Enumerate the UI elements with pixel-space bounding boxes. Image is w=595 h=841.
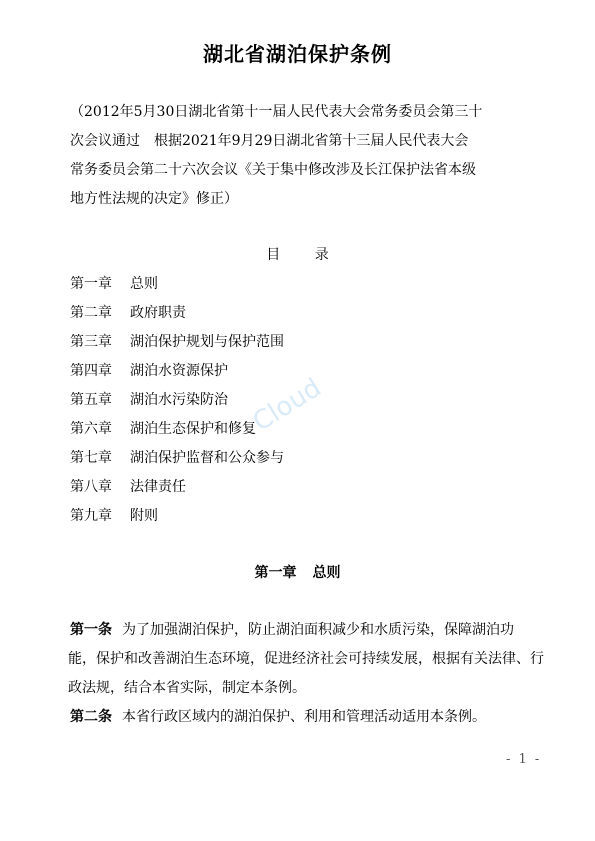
- adoption-note: [70, 98, 532, 214]
- chapter-title: 总则: [312, 565, 341, 581]
- toc-chapter-title: 湖泊保护规划与保护范围: [130, 334, 284, 350]
- article-label: 第一条: [70, 622, 112, 638]
- note-line: 常务委员会第二十六次会议《关于集中修改涉及长江保护法省本级: [70, 162, 476, 178]
- toc-item: [70, 270, 284, 299]
- toc-chapter-title: 湖泊生态保护和修复: [130, 421, 256, 437]
- table-of-contents: [70, 270, 284, 531]
- article-label: 第二条: [70, 709, 112, 725]
- toc-chapter-title: 湖泊保护监督和公众参与: [130, 450, 284, 466]
- toc-heading: 目 录: [266, 247, 329, 263]
- page-number: - 1 -: [506, 752, 542, 767]
- article-line: [70, 703, 540, 732]
- toc-chapter-number: 第八章: [70, 479, 112, 495]
- note-line: 次会议通过 根据2021年9月29日湖北省第十三届人民代表大会: [70, 133, 469, 149]
- toc-chapter-number: 第四章: [70, 363, 112, 379]
- toc-chapter-number: 第六章: [70, 421, 112, 437]
- toc-chapter-title: 附则: [130, 508, 158, 524]
- toc-chapter-number: 第九章: [70, 508, 112, 524]
- toc-chapter-title: 湖泊水污染防治: [130, 392, 228, 408]
- article-line: 政法规，结合本省实际，制定本条例。: [68, 680, 306, 696]
- toc-chapter-number: 第二章: [70, 305, 112, 321]
- toc-chapter-number: 第三章: [70, 334, 112, 350]
- toc-chapter-title: 总则: [130, 276, 158, 292]
- toc-item: [70, 473, 284, 502]
- toc-chapter-number: 第五章: [70, 392, 112, 408]
- toc-item: [70, 502, 284, 531]
- toc-chapter-number: 第七章: [70, 450, 112, 466]
- chapter-heading: [0, 562, 595, 582]
- toc-chapter-title: 湖泊水资源保护: [130, 363, 228, 379]
- toc-item: [70, 386, 284, 415]
- note-line: （2012年5月30日湖北省第十一届人民代表大会常务委员会第三十: [70, 104, 483, 120]
- article-line: 能，保护和改善湖泊生态环境，促进经济社会可持续发展，根据有关法律、行: [68, 651, 544, 667]
- chapter-number: 第一章: [254, 565, 297, 581]
- toc-chapter-number: 第一章: [70, 276, 112, 292]
- articles: [68, 616, 544, 732]
- toc-chapter-title: 法律责任: [130, 479, 186, 495]
- toc-item: [70, 299, 284, 328]
- toc-item: [70, 357, 284, 386]
- article-text: 为了加强湖泊保护，防止湖泊面积减少和水质污染，保障湖泊功: [122, 622, 514, 638]
- article-line: [70, 616, 540, 645]
- toc-chapter-title: 政府职责: [130, 305, 186, 321]
- cloud-watermark: Cloud: [247, 372, 327, 438]
- toc-item: [70, 444, 284, 473]
- toc-item: [70, 415, 284, 444]
- document-title: 湖北省湖泊保护条例: [203, 42, 392, 66]
- article-text: 本省行政区域内的湖泊保护、利用和管理活动适用本条例。: [122, 709, 486, 725]
- note-line: 地方性法规的决定》修正）: [70, 191, 238, 207]
- toc-item: [70, 328, 284, 357]
